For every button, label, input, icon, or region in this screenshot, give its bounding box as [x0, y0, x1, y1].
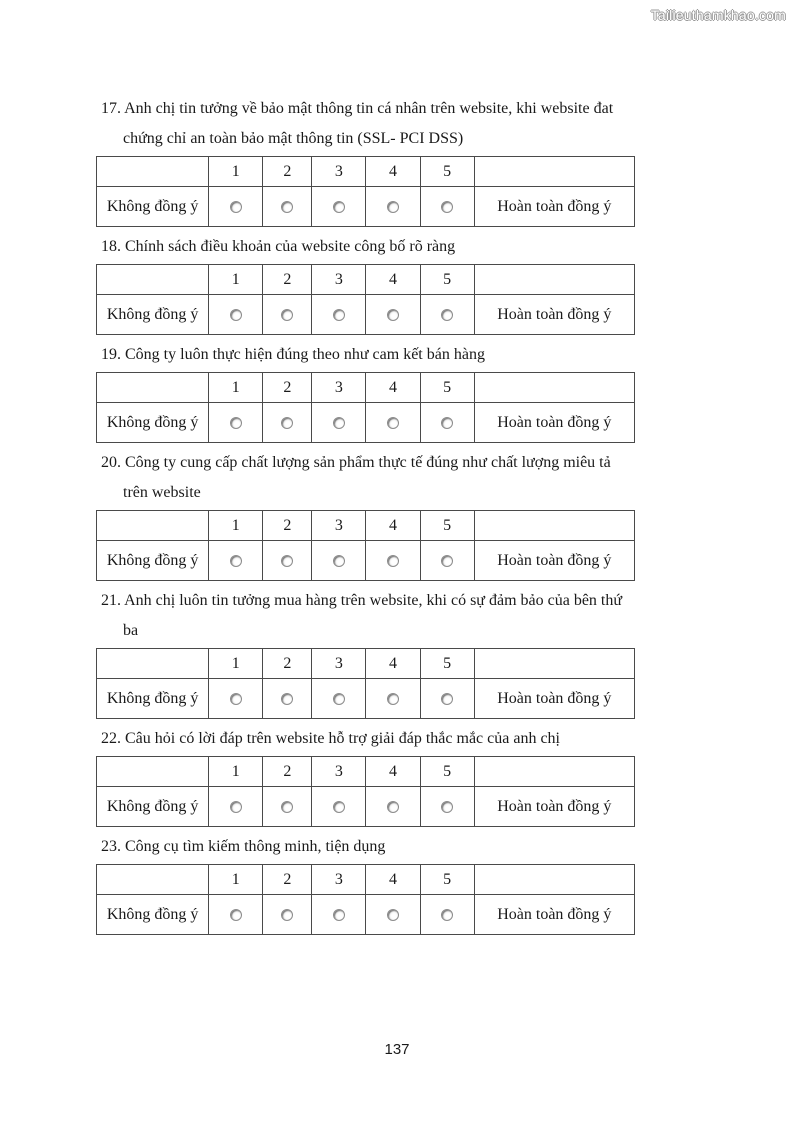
- radio-option-3[interactable]: [333, 201, 345, 213]
- scale-number: 3: [312, 265, 366, 295]
- scale-number: 2: [263, 757, 312, 787]
- scale-number: 4: [366, 373, 420, 403]
- scale-number: 3: [312, 373, 366, 403]
- scale-number: 5: [420, 865, 474, 895]
- scale-right-label: Hoàn toàn đồng ý: [474, 295, 634, 335]
- scale-number: 4: [366, 265, 420, 295]
- scale-left-label: Không đồng ý: [97, 895, 209, 935]
- radio-option-5[interactable]: [441, 417, 453, 429]
- scale-number: 1: [209, 511, 263, 541]
- scale-header-blank: [474, 511, 634, 541]
- scale-number: 1: [209, 373, 263, 403]
- scale-header-blank: [474, 157, 634, 187]
- scale-header-blank: [97, 157, 209, 187]
- scale-left-label: Không đồng ý: [97, 679, 209, 719]
- scale-number: 4: [366, 757, 420, 787]
- scale-number: 4: [366, 865, 420, 895]
- scale-left-label: Không đồng ý: [97, 295, 209, 335]
- scale-header-blank: [97, 265, 209, 295]
- scale-number: 1: [209, 157, 263, 187]
- radio-option-5[interactable]: [441, 909, 453, 921]
- question-23: 23. Công cụ tìm kiếm thông minh, tiện dụng: [101, 838, 386, 855]
- radio-option-1[interactable]: [230, 417, 242, 429]
- scale-right-label: Hoàn toàn đồng ý: [474, 679, 634, 719]
- radio-option-3[interactable]: [333, 309, 345, 321]
- scale-number: 3: [312, 865, 366, 895]
- scale-number: 2: [263, 649, 312, 679]
- scale-right-label: Hoàn toàn đồng ý: [474, 787, 634, 827]
- radio-option-1[interactable]: [230, 201, 242, 213]
- rating-scale-17: [96, 156, 635, 227]
- radio-option-3[interactable]: [333, 801, 345, 813]
- rating-scale-21: [96, 648, 635, 719]
- scale-left-label: Không đồng ý: [97, 187, 209, 227]
- radio-option-1[interactable]: [230, 555, 242, 567]
- radio-option-5[interactable]: [441, 309, 453, 321]
- radio-option-2[interactable]: [281, 909, 293, 921]
- scale-right-label: Hoàn toàn đồng ý: [474, 541, 634, 581]
- scale-header-blank: [97, 757, 209, 787]
- scale-number: 5: [420, 265, 474, 295]
- scale-number: 5: [420, 511, 474, 541]
- page-number: 137: [384, 1041, 410, 1058]
- radio-option-5[interactable]: [441, 555, 453, 567]
- radio-option-4[interactable]: [387, 801, 399, 813]
- scale-header-blank: [474, 373, 634, 403]
- scale-left-label: Không đồng ý: [97, 541, 209, 581]
- scale-header-blank: [97, 865, 209, 895]
- question-17: 17. Anh chị tin tưởng về bảo mật thông tin cá nhân trên website, khi website đat chứng chỉ an toàn bảo mật thông tin (SSL- PCI DSS): [101, 100, 614, 147]
- radio-option-2[interactable]: [281, 555, 293, 567]
- question-20: 20. Công ty cung cấp chất lượng sản phẩm thực tế đúng như chất lượng miêu tả trên website: [101, 454, 611, 501]
- scale-left-label: Không đồng ý: [97, 403, 209, 443]
- scale-header-blank: [97, 511, 209, 541]
- scale-number: 5: [420, 649, 474, 679]
- radio-option-5[interactable]: [441, 201, 453, 213]
- scale-number: 1: [209, 649, 263, 679]
- scale-number: 3: [312, 757, 366, 787]
- radio-option-4[interactable]: [387, 909, 399, 921]
- scale-number: 4: [366, 511, 420, 541]
- radio-option-2[interactable]: [281, 693, 293, 705]
- scale-number: 3: [312, 157, 366, 187]
- scale-header-blank: [97, 373, 209, 403]
- scale-number: 2: [263, 511, 312, 541]
- scale-number: 3: [312, 649, 366, 679]
- question-19: 19. Công ty luôn thực hiện đúng theo như cam kết bán hàng: [101, 346, 485, 363]
- question-21: 21. Anh chị luôn tin tưởng mua hàng trên website, khi có sự đảm bảo của bên thứ ba: [101, 592, 623, 639]
- scale-header-blank: [474, 265, 634, 295]
- scale-number: 1: [209, 265, 263, 295]
- rating-scale-19: [96, 372, 635, 443]
- radio-option-2[interactable]: [281, 201, 293, 213]
- radio-option-2[interactable]: [281, 801, 293, 813]
- radio-option-4[interactable]: [387, 555, 399, 567]
- radio-option-4[interactable]: [387, 693, 399, 705]
- radio-option-2[interactable]: [281, 309, 293, 321]
- radio-option-3[interactable]: [333, 417, 345, 429]
- scale-left-label: Không đồng ý: [97, 787, 209, 827]
- scale-number: 4: [366, 649, 420, 679]
- radio-option-3[interactable]: [333, 909, 345, 921]
- radio-option-4[interactable]: [387, 309, 399, 321]
- radio-option-1[interactable]: [230, 693, 242, 705]
- scale-number: 4: [366, 157, 420, 187]
- radio-option-1[interactable]: [230, 309, 242, 321]
- radio-option-5[interactable]: [441, 693, 453, 705]
- radio-option-1[interactable]: [230, 801, 242, 813]
- scale-number: 3: [312, 511, 366, 541]
- scale-right-label: Hoàn toàn đồng ý: [474, 187, 634, 227]
- radio-option-5[interactable]: [441, 801, 453, 813]
- question-22: 22. Câu hỏi có lời đáp trên website hỗ trợ giải đáp thắc mắc của anh chị: [101, 730, 560, 747]
- scale-header-blank: [474, 649, 634, 679]
- radio-option-1[interactable]: [230, 909, 242, 921]
- scale-number: 5: [420, 373, 474, 403]
- rating-scale-18: [96, 264, 635, 335]
- scale-header-blank: [474, 757, 634, 787]
- scale-header-blank: [474, 865, 634, 895]
- rating-scale-22: [96, 756, 635, 827]
- scale-number: 2: [263, 865, 312, 895]
- scale-number: 5: [420, 757, 474, 787]
- question-18: 18. Chính sách điều khoản của website công bố rõ ràng: [101, 238, 456, 255]
- scale-header-blank: [97, 649, 209, 679]
- scale-number: 2: [263, 373, 312, 403]
- scale-number: 2: [263, 157, 312, 187]
- radio-option-4[interactable]: [387, 201, 399, 213]
- scale-right-label: Hoàn toàn đồng ý: [474, 403, 634, 443]
- scale-right-label: Hoàn toàn đồng ý: [474, 895, 634, 935]
- watermark: Tailieuthamkhao.com: [650, 7, 786, 23]
- scale-number: 5: [420, 157, 474, 187]
- radio-option-4[interactable]: [387, 417, 399, 429]
- radio-option-2[interactable]: [281, 417, 293, 429]
- scale-number: 1: [209, 865, 263, 895]
- radio-option-3[interactable]: [333, 693, 345, 705]
- rating-scale-20: [96, 510, 635, 581]
- rating-scale-23: [96, 864, 635, 935]
- scale-number: 2: [263, 265, 312, 295]
- survey-content: [96, 94, 638, 940]
- radio-option-3[interactable]: [333, 555, 345, 567]
- scale-number: 1: [209, 757, 263, 787]
